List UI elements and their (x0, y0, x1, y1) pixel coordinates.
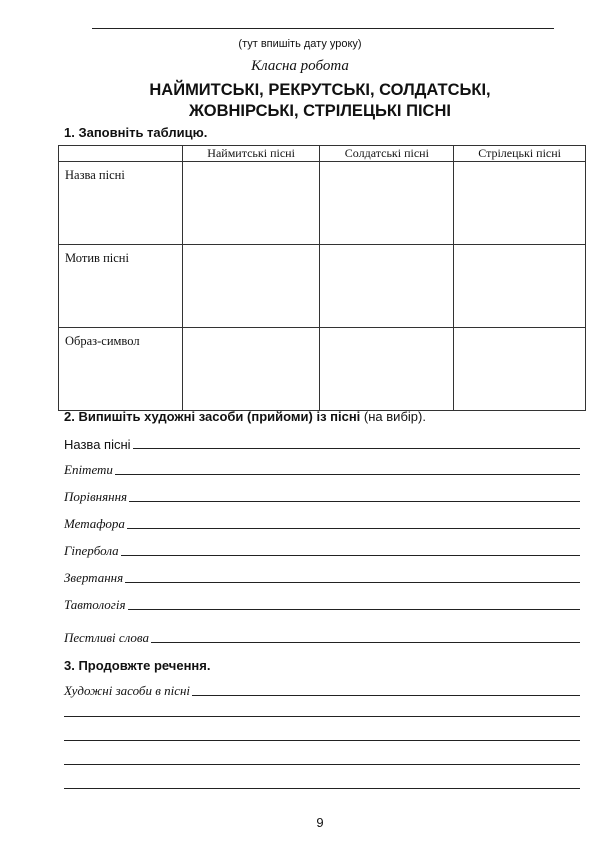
write-line[interactable] (127, 527, 580, 529)
field-label: Тавтологія (64, 597, 126, 612)
write-line[interactable] (115, 473, 580, 475)
field-epithets (64, 462, 580, 478)
write-line[interactable] (64, 788, 580, 789)
table-cell[interactable] (454, 245, 586, 328)
table-row (59, 328, 586, 411)
write-line[interactable] (129, 500, 580, 502)
table-cell[interactable] (454, 162, 586, 245)
page-title (0, 80, 600, 122)
field-label: Метафора (64, 516, 125, 531)
field-label: Пестливі слова (64, 630, 149, 645)
field-diminutives (64, 630, 580, 646)
field-tautology (64, 597, 580, 613)
write-line[interactable] (133, 447, 580, 449)
date-note: (тут впишіть дату уроку) (238, 38, 362, 50)
table-cell[interactable] (454, 328, 586, 411)
table-cell[interactable] (320, 328, 454, 411)
field-label: Порівняння (64, 489, 128, 504)
page-number: 9 (316, 815, 324, 830)
table-cell[interactable] (182, 328, 320, 411)
table-header-cell: Солдатські пісні (320, 146, 454, 162)
write-line[interactable] (121, 554, 580, 556)
songs-table (58, 145, 586, 411)
field-hyperbole (64, 543, 580, 559)
write-line[interactable] (125, 581, 580, 583)
table-header-cell: Стрілецькі пісні (454, 146, 586, 162)
write-line[interactable] (151, 641, 580, 643)
table-row-label: Образ-символ (59, 328, 183, 411)
field-label: Художні засоби в пісні (64, 683, 191, 698)
task3-heading: 3. Продовжте речення. (64, 658, 211, 673)
field-label: Назва пісні (64, 437, 131, 452)
field-song-name (64, 437, 580, 452)
write-line[interactable] (64, 740, 580, 741)
task2-heading (64, 409, 426, 424)
write-line[interactable] (192, 694, 580, 696)
table-header-cell (59, 146, 183, 162)
write-line[interactable] (128, 608, 580, 610)
field-metaphors (64, 516, 580, 532)
task2-heading-text: 2. Випишіть художні засоби (прийоми) із пісні (64, 409, 361, 424)
table-cell[interactable] (320, 162, 454, 245)
field-continue-sentence (64, 683, 580, 699)
write-line[interactable] (64, 716, 580, 717)
table-row-label: Мотив пісні (59, 245, 183, 328)
field-label: Звертання (64, 570, 124, 585)
table-cell[interactable] (320, 245, 454, 328)
field-addresses (64, 570, 580, 586)
task2-heading-note: (на вибір). (363, 409, 426, 424)
date-line (92, 28, 554, 29)
field-label: Гіпербола (64, 543, 119, 558)
table-cell[interactable] (182, 162, 320, 245)
title-line-1: НАЙМИТСЬКІ, РЕКРУТСЬКІ, СОЛДАТСЬКІ, (149, 81, 491, 99)
table-cell[interactable] (182, 245, 320, 328)
task1-heading: 1. Заповніть таблицю. (64, 125, 208, 140)
write-line[interactable] (64, 764, 580, 765)
lesson-type: Класна робота (251, 58, 349, 74)
table-header-row (59, 146, 586, 162)
field-comparisons (64, 489, 580, 505)
title-line-2: ЖОВНІРСЬКІ, СТРІЛЕЦЬКІ ПІСНІ (189, 102, 451, 120)
field-label: Епітети (64, 462, 113, 477)
table-row (59, 162, 586, 245)
table-row-label: Назва пісні (59, 162, 183, 245)
table-row (59, 245, 586, 328)
table-header-cell: Наймитські пісні (182, 146, 320, 162)
